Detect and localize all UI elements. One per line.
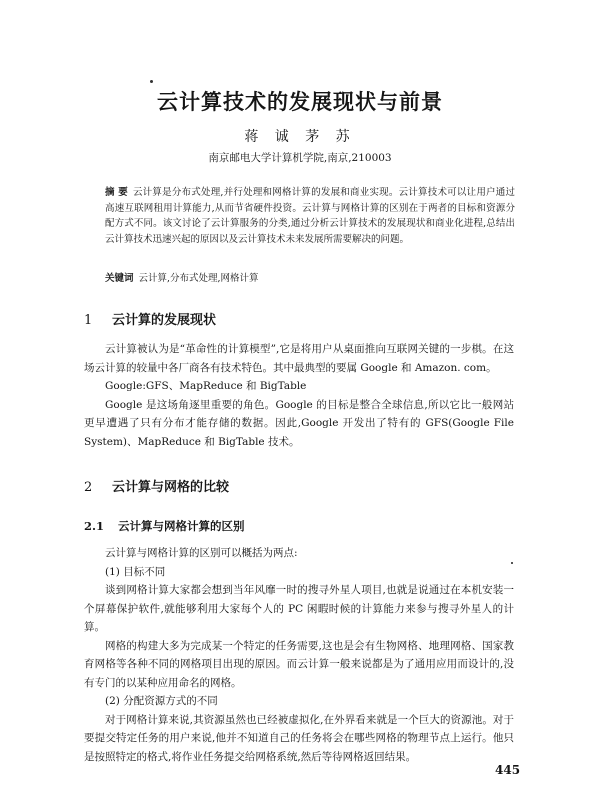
section-number: 2 [84,480,93,495]
paragraph: 云计算被认为是“革命性的计算模型”,它是将用户从桌面推向互联网关键的一步棋。在这场云计算的较量中各厂商各有技术特色。其中最典型的要属 Google 和 Amazon. com。 [84,343,514,374]
section-number: 1 [84,313,93,328]
paragraph: Google:GFS、MapReduce 和 BigTable [105,380,307,392]
section-title: 云计算与网格计算的区别 [118,519,245,533]
scan-speck [150,80,153,83]
keywords-label: 关键词 [105,273,134,284]
paper-affiliation: 南京邮电大学计算机学院,南京,210003 [208,152,392,164]
section-number: 2.1 [84,519,105,533]
abstract-text: 云计算是分布式处理,并行处理和网格计算的发展和商业实现。云计算技术可以让用户通过高速互联网租用计算能力,从而节省硬件投资。云计算与网格计算的区别在于两者的目标和资源分配方式不同。该文讨论了云计算服务的分类,通过分析云计算技术的发展现状和商业化进程,总结出云计算技术迅速兴起的原因以及云计算技术未来发展所需要解决的问题。 [105,187,515,245]
abstract-label: 摘 要 [105,187,128,198]
keywords-text: 云计算,分布式处理,网格计算 [138,273,259,284]
paragraph: 云计算与网格计算的区别可以概括为两点: [105,547,298,559]
section-title: 云计算与网格的比较 [112,480,230,495]
paper-title: 云计算技术的发展现状与前景 [157,89,443,114]
paragraph: 对于网格计算来说,其资源虽然也已经被虚拟化,在外界看来就是一个巨大的资源池。对于要提交特定任务的用户来说,他并不知道自己的任务将会在哪些网格的物理节点上运行。他只是按照特定的格式,将作业任务提交给网格系统,然后等待网格返回结果。 [84,713,514,763]
list-item-heading: (1) 目标不同 [105,565,166,578]
section-2-1-heading [84,518,245,534]
paragraph: 网格的构建大多为完成某一个特定的任务需要,这也是会有生物网格、地理网格、国家教育网格等各种不同的网格项目出现的原因。而云计算一般来说都是为了通用应用而设计的,没有专门的以某种应用命名的网格。 [84,639,514,689]
paragraph: 谈到网格计算大家都会想到当年风靡一时的搜寻外星人项目,也就是说通过在本机安装一个屏幕保护软件,就能够利用大家每个人的 PC 闲暇时候的计算能力来参与搜寻外星人的计算。 [84,584,514,633]
page-number: 445 [495,763,521,777]
paragraph: Google 是这场角逐里重要的角色。Google 的目标是整合全球信息,所以它比一般网站更早遭遇了只有分布才能存储的数据。因此,Google 开发出了特有的 GFS(Google File System)、MapReduce 和 BigTable 技术。 [84,398,514,448]
section-2-1-body [84,544,514,766]
section-1-heading [84,309,216,328]
section-title: 云计算的发展现状 [112,313,217,328]
abstract [105,185,515,247]
keywords [105,270,515,284]
paper-authors: 蒋 诚 茅 苏 [244,129,356,145]
section-2-heading [84,476,229,495]
section-1-body [84,340,514,451]
list-item-heading: (2) 分配资源方式的不同 [105,695,218,707]
